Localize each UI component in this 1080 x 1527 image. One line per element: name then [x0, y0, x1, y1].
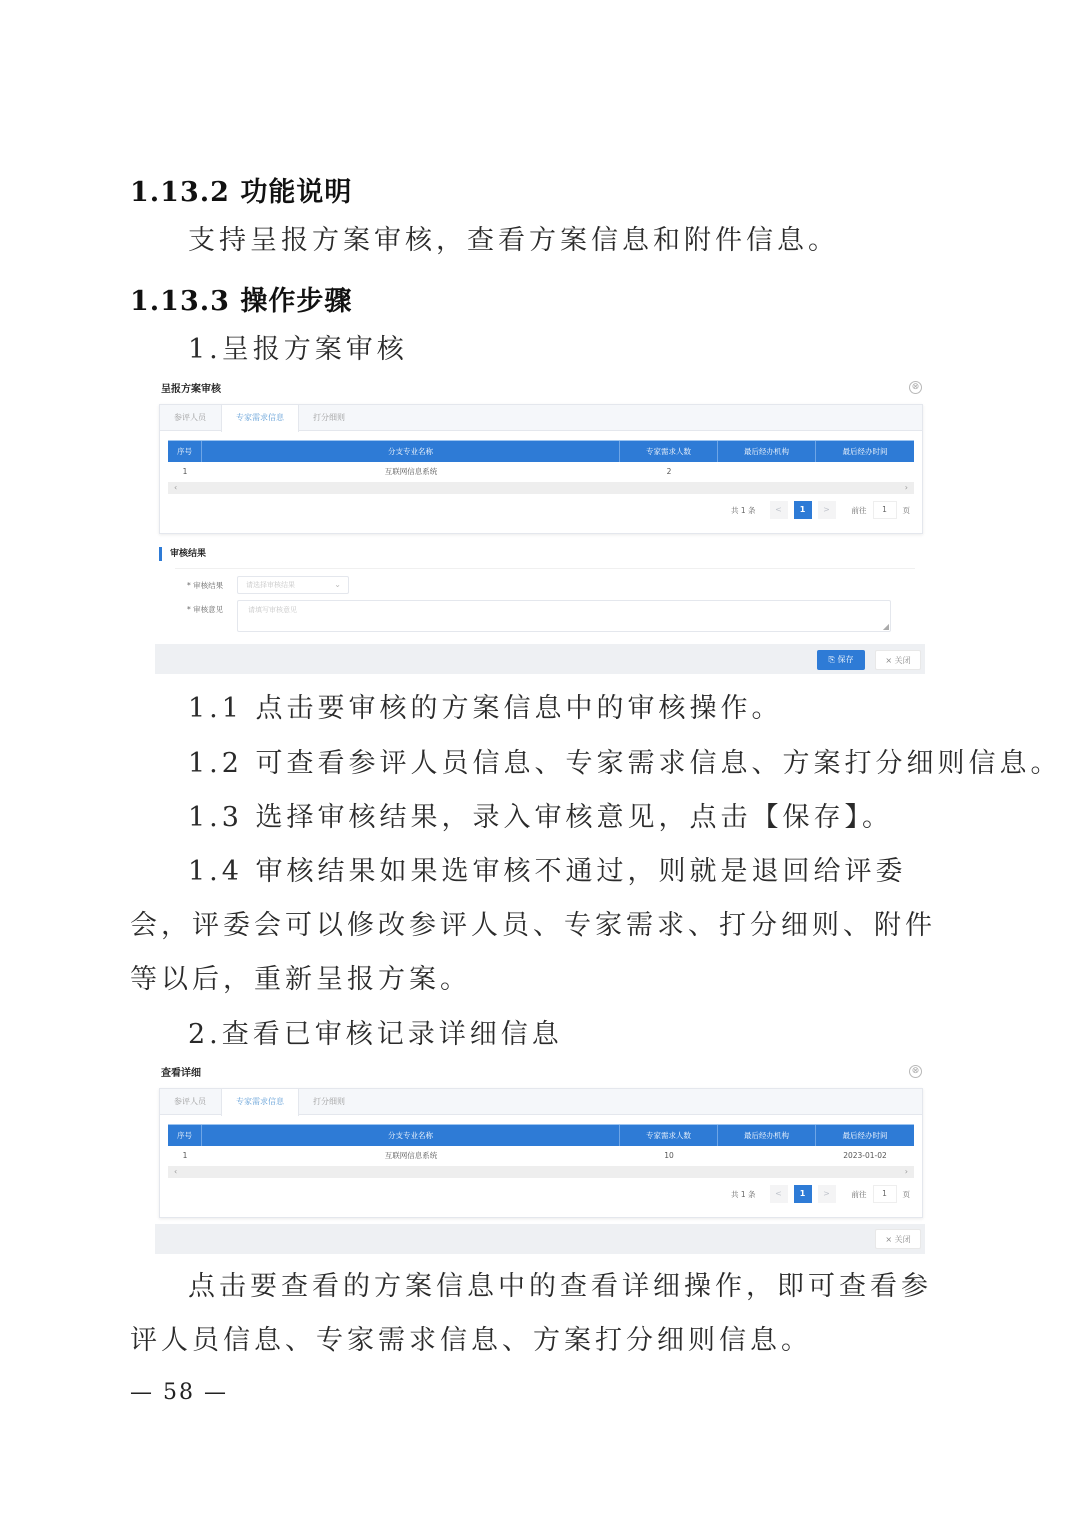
tab-bar: [160, 1089, 922, 1115]
review-opinion-label: * 审核意见: [187, 605, 224, 614]
page-suffix: 页: [902, 1189, 910, 1199]
divider: [175, 568, 915, 569]
dialog-footer: [155, 1224, 925, 1254]
page-suffix: 页: [902, 505, 910, 515]
col-last-org: 最后经办机构: [718, 1125, 816, 1146]
prev-page-button[interactable]: <: [770, 1185, 788, 1203]
tab-expert-demand[interactable]: 专家需求信息: [221, 1089, 299, 1116]
function-description: 支持呈报方案审核，查看方案信息和附件信息。: [188, 225, 839, 256]
expert-demand-table: [168, 440, 914, 494]
pagination: [731, 501, 910, 519]
step-1-1: 1.1 点击要审核的方案信息中的审核操作。: [188, 693, 783, 724]
chevron-down-icon: ⌄: [334, 580, 341, 589]
save-label: 保存: [837, 655, 854, 664]
review-opinion-textarea[interactable]: [237, 600, 891, 632]
table-header: [168, 440, 914, 462]
cell-index: 1: [182, 1151, 188, 1160]
review-result-label: * 审核结果: [187, 581, 224, 590]
close-button[interactable]: × 关闭: [875, 650, 921, 670]
page-1-button[interactable]: 1: [794, 1185, 812, 1203]
goto-page-input[interactable]: 1: [873, 1185, 897, 1203]
table-row[interactable]: [168, 1146, 914, 1166]
col-last-time: 最后经办时间: [842, 447, 888, 456]
close-circle-icon[interactable]: ⊗: [909, 1065, 922, 1078]
review-dialog-screenshot: [155, 380, 925, 676]
scroll-right-icon[interactable]: ›: [904, 483, 908, 492]
tab-scoring-rules[interactable]: 打分细则: [313, 413, 345, 422]
tab-participants[interactable]: 参评人员: [174, 1097, 206, 1106]
cell-branch-name: 互联网信息系统: [384, 467, 438, 476]
cell-last-org: [718, 1146, 816, 1166]
tab-panel: [159, 1088, 923, 1218]
close-button[interactable]: × 关闭: [875, 1229, 921, 1249]
step-2-description: 点击要查看的方案信息中的查看详细操作，即可查看参评人员信息、专家需求信息、方案打分细则信息。: [130, 1271, 932, 1356]
col-index: 序号: [168, 441, 202, 462]
scroll-right-icon[interactable]: ›: [904, 1167, 908, 1176]
total-count: 共 1 条: [730, 505, 756, 515]
cell-expert-count: 2: [666, 467, 672, 476]
table-header: [168, 1124, 914, 1146]
section-heading-steps: 1.13.3 操作步骤: [130, 286, 353, 317]
goto-label: 前往: [851, 505, 867, 515]
tab-scoring-rules[interactable]: 打分细则: [313, 1097, 345, 1106]
col-last-org: 最后经办机构: [718, 441, 816, 462]
tab-bar: [160, 405, 922, 431]
step-1-4: 1.4 审核结果如果选审核不通过，则就是退回给评委会，评委会可以修改参评人员、专家需求、打分细则、附件等以后，重新呈报方案。: [130, 856, 936, 995]
goto-label: 前往: [851, 1189, 867, 1199]
col-index: 序号: [168, 1125, 202, 1146]
textarea-placeholder: 请填写审核意见: [248, 606, 297, 614]
save-button[interactable]: [817, 650, 865, 670]
cell-index: 1: [182, 467, 188, 476]
step-1-3: 1.3 选择审核结果，录入审核意见，点击【保存】。: [188, 802, 894, 833]
close-circle-icon[interactable]: ⊗: [909, 381, 922, 394]
step-1-2: 1.2 可查看参评人员信息、专家需求信息、方案打分细则信息。: [188, 748, 1062, 779]
cell-last-org: [718, 462, 816, 482]
expert-demand-table: [168, 1124, 914, 1178]
tab-panel: [159, 404, 923, 534]
horizontal-scrollbar[interactable]: [168, 1166, 914, 1178]
col-expert-count: 专家需求人数: [620, 1125, 718, 1146]
page-1-button[interactable]: 1: [794, 501, 812, 519]
col-branch-name: 分支专业名称: [202, 1125, 620, 1146]
goto-page-input[interactable]: 1: [873, 501, 897, 519]
dialog-footer: [155, 644, 925, 674]
step-1-title: 1.呈报方案审核: [188, 334, 408, 365]
save-icon: ⎘: [828, 655, 838, 664]
col-last-time: 最后经办时间: [842, 1131, 888, 1140]
next-page-button[interactable]: >: [818, 1185, 836, 1203]
horizontal-scrollbar[interactable]: [168, 482, 914, 494]
cell-expert-count: 10: [664, 1151, 674, 1160]
table-row[interactable]: [168, 462, 914, 482]
scroll-left-icon[interactable]: ‹: [174, 1167, 178, 1176]
section-heading-function: 1.13.2 功能说明: [130, 177, 353, 208]
scroll-left-icon[interactable]: ‹: [174, 483, 178, 492]
review-result-select[interactable]: [237, 576, 349, 594]
cell-last-time: 2023-01-02: [843, 1151, 887, 1160]
next-page-button[interactable]: >: [818, 501, 836, 519]
section-title-review-result: 审核结果: [159, 547, 206, 561]
cell-last-time: [816, 462, 914, 482]
total-count: 共 1 条: [730, 1189, 756, 1199]
tab-expert-demand[interactable]: 专家需求信息: [221, 405, 299, 432]
col-branch-name: 分支专业名称: [202, 441, 620, 462]
dialog-title: 呈报方案审核: [161, 384, 221, 395]
step-2-title: 2.查看已审核记录详细信息: [188, 1019, 563, 1050]
pagination: [731, 1185, 910, 1203]
dialog-title: 查看详细: [161, 1068, 201, 1079]
tab-participants[interactable]: 参评人员: [174, 413, 206, 422]
select-placeholder: 请选择审核结果: [246, 581, 295, 589]
col-expert-count: 专家需求人数: [620, 441, 718, 462]
detail-dialog-screenshot: [155, 1064, 925, 1254]
page-number: — 58 —: [130, 1380, 228, 1405]
resize-grip-icon[interactable]: ◢: [882, 622, 889, 631]
cell-branch-name: 互联网信息系统: [384, 1151, 438, 1160]
prev-page-button[interactable]: <: [770, 501, 788, 519]
